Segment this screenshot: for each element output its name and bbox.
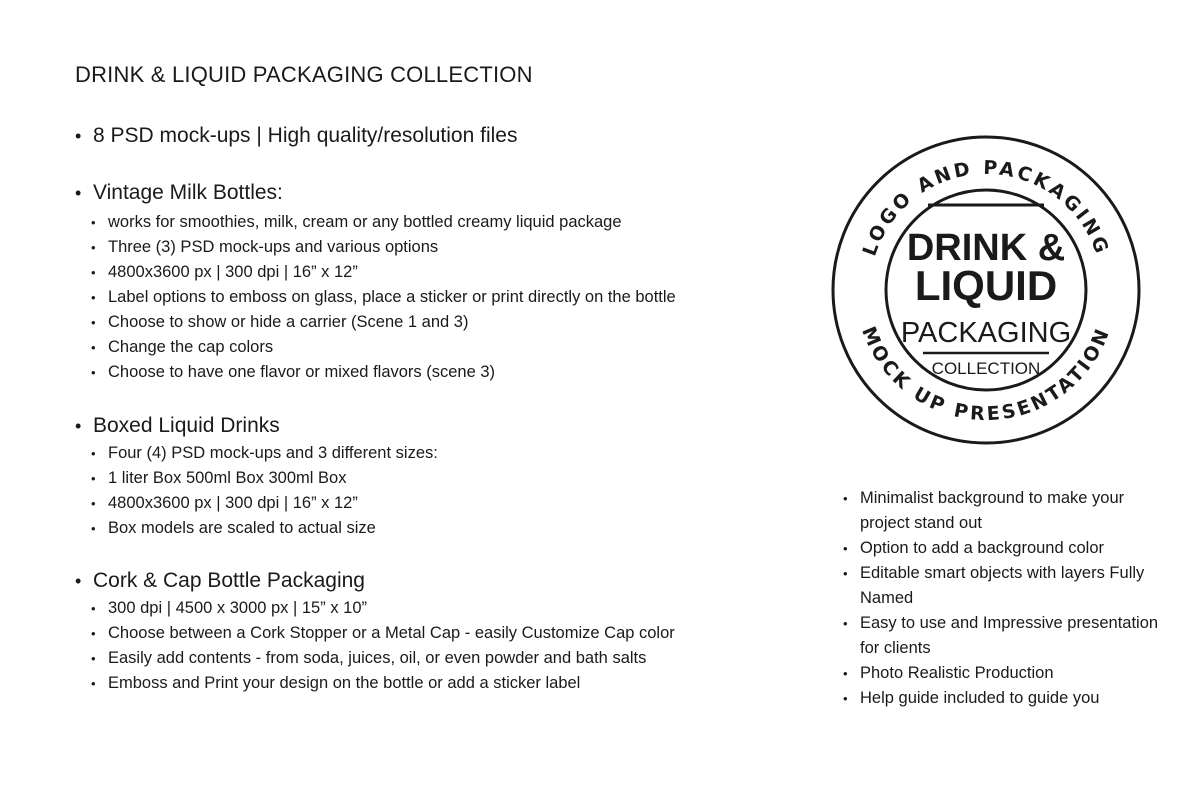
bullet-dot: • <box>91 521 96 536</box>
boxed-drinks-list <box>91 441 438 541</box>
list-item <box>91 441 438 466</box>
list-item-text: Choose to have one flavor or mixed flavors (scene 3) <box>108 363 496 381</box>
intro-text: 8 PSD mock-ups | High quality/resolution files <box>93 124 518 147</box>
logo-seal <box>828 132 1144 448</box>
bullet-dot: • <box>75 416 82 436</box>
list-item <box>91 210 676 235</box>
list-item-text: Option to add a background color <box>860 539 1104 557</box>
features-list <box>843 486 1163 711</box>
bullet-dot: • <box>75 183 82 203</box>
bullet-dot: • <box>91 446 96 461</box>
list-item <box>843 486 1163 536</box>
bullet-dot: • <box>843 691 848 706</box>
bullet-dot: • <box>75 126 82 146</box>
list-item-text: 4800x3600 px | 300 dpi | 16” x 12” <box>108 494 358 512</box>
seal-line-liquid: LIQUID <box>914 262 1058 309</box>
seal-line-collection: COLLECTION <box>931 359 1041 378</box>
list-item-text: Three (3) PSD mock-ups and various options <box>108 238 439 256</box>
bullet-dot: • <box>843 491 848 506</box>
list-item <box>843 686 1163 711</box>
list-item <box>91 671 675 696</box>
list-item-text: Four (4) PSD mock-ups and 3 different sizes: <box>108 444 438 462</box>
list-item-text: Box models are scaled to actual size <box>108 519 376 537</box>
list-item-text: 1 liter Box 500ml Box 300ml Box <box>108 469 347 487</box>
list-item <box>843 561 1163 611</box>
bullet-dot: • <box>843 666 848 681</box>
bullet-dot: • <box>91 265 96 280</box>
list-item <box>91 596 675 621</box>
list-item <box>91 335 676 360</box>
list-item-text: works for smoothies, milk, cream or any bottled creamy liquid package <box>108 213 622 231</box>
list-item <box>91 310 676 335</box>
list-item-text: Easily add contents - from soda, juices, oil, or even powder and bath salts <box>108 649 647 667</box>
section-title: Boxed Liquid Drinks <box>93 414 280 437</box>
bullet-dot: • <box>91 496 96 511</box>
section-title-milk-bottles <box>75 181 283 205</box>
list-item-text: 4800x3600 px | 300 dpi | 16” x 12” <box>108 263 358 281</box>
intro-bullet <box>75 124 517 148</box>
bullet-dot: • <box>91 365 96 380</box>
seal-line-packaging: PACKAGING <box>900 317 1072 349</box>
bullet-dot: • <box>843 541 848 556</box>
bullet-dot: • <box>91 290 96 305</box>
bullet-dot: • <box>91 676 96 691</box>
cork-cap-list <box>91 596 675 696</box>
list-item-text: Choose between a Cork Stopper or a Metal Cap - easily Customize Cap color <box>108 624 675 642</box>
list-item <box>91 466 438 491</box>
bullet-dot: • <box>843 566 848 581</box>
list-item-text: Minimalist background to make your project stand out <box>860 489 1125 532</box>
list-item <box>91 491 438 516</box>
list-item <box>91 646 675 671</box>
list-item-text: Editable smart objects with layers Fully Named <box>860 564 1145 607</box>
list-item-text: Photo Realistic Production <box>860 664 1054 682</box>
bullet-dot: • <box>91 471 96 486</box>
list-item <box>843 611 1163 661</box>
list-item-text: Emboss and Print your design on the bottle or add a sticker label <box>108 674 581 692</box>
bullet-dot: • <box>91 651 96 666</box>
bullet-dot: • <box>75 571 82 591</box>
list-item-text: Label options to emboss on glass, place a sticker or print directly on the bottle <box>108 288 676 306</box>
section-title-boxed-drinks <box>75 414 280 438</box>
list-item-text: Choose to show or hide a carrier (Scene 1 and 3) <box>108 313 469 331</box>
bullet-dot: • <box>843 616 848 631</box>
list-item <box>91 621 675 646</box>
section-title-cork-cap <box>75 569 365 593</box>
list-item-text: Easy to use and Impressive presentation for clients <box>860 614 1159 657</box>
list-item <box>91 260 676 285</box>
section-title: Cork & Cap Bottle Packaging <box>93 569 365 592</box>
list-item <box>91 285 676 310</box>
list-item <box>91 516 438 541</box>
list-item <box>843 661 1163 686</box>
seal-top-arc-text: LOGO AND PACKAGING <box>858 156 1114 259</box>
bullet-dot: • <box>91 626 96 641</box>
seal-line-drink: DRINK & <box>906 227 1066 269</box>
list-item <box>91 360 676 385</box>
list-item-text: Help guide included to guide you <box>860 689 1100 707</box>
bullet-dot: • <box>91 315 96 330</box>
bullet-dot: • <box>91 340 96 355</box>
list-item <box>91 235 676 260</box>
page-title: DRINK & LIQUID PACKAGING COLLECTION <box>75 62 533 87</box>
bullet-dot: • <box>91 601 96 616</box>
seal-bottom-arc-text: MOCK UP PRESENTATION <box>857 323 1115 426</box>
list-item-text: Change the cap colors <box>108 338 274 356</box>
bullet-dot: • <box>91 215 96 230</box>
section-title: Vintage Milk Bottles: <box>93 181 283 204</box>
list-item <box>843 536 1163 561</box>
bullet-dot: • <box>91 240 96 255</box>
list-item-text: 300 dpi | 4500 x 3000 px | 15” x 10” <box>108 599 367 617</box>
milk-bottles-list <box>91 210 676 385</box>
